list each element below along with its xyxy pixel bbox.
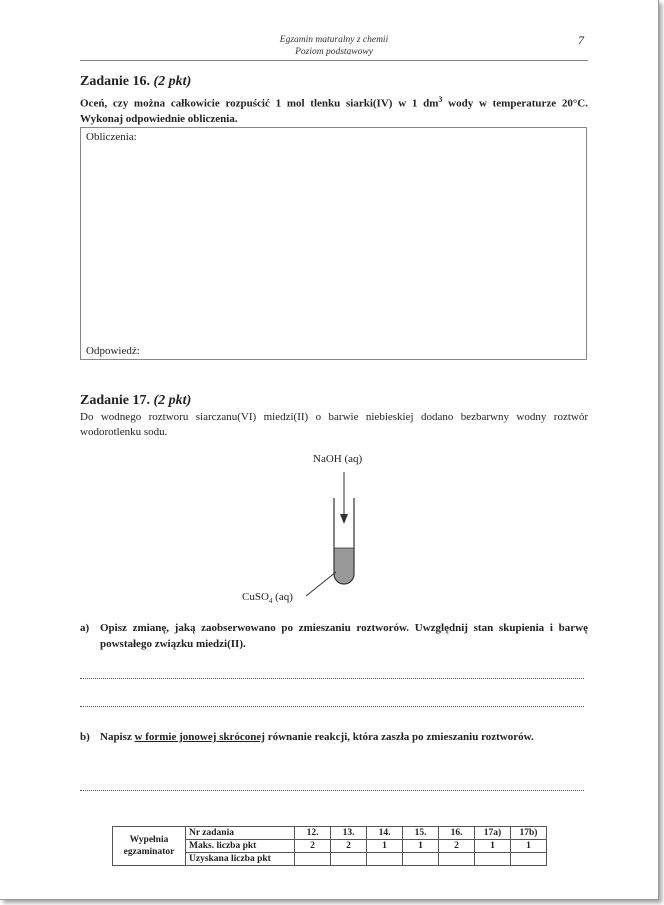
max-points-cell: 1 xyxy=(511,840,547,853)
page-header xyxy=(80,34,588,58)
task17a-text: Opisz zmianę, jaką zaobserwowano po zmieszaniu roztworów. Uwzględnij stan skupienia i barwę powstałego związku miedzi(II). xyxy=(100,622,588,650)
obtained-points-cell[interactable] xyxy=(439,853,475,866)
task16-question-part2: wody w temperaturze 20°C. Wykonaj odpowiednie obliczenia. xyxy=(80,97,588,125)
task-number-cell: 12. xyxy=(295,827,331,840)
task16-question-part1: Oceń, czy można całkowicie rozpuścić 1 mol tlenku siarki(IV) w 1 dm xyxy=(80,97,439,110)
row-label-task-number: Nr zadania xyxy=(186,827,295,840)
task17b-text: Napisz w formie jonowej skróconej równanie reakcji, która zaszła po zmieszaniu roztworów. xyxy=(100,731,534,743)
reagent-label: NaOH (aq) xyxy=(313,453,363,465)
header-rule xyxy=(80,60,588,61)
obtained-points-cell[interactable] xyxy=(331,853,367,866)
calculation-label: Obliczenia: xyxy=(86,131,137,143)
score-row-task-numbers xyxy=(113,827,547,840)
max-points-cell: 1 xyxy=(403,840,439,853)
answer-line-a2[interactable] xyxy=(80,706,584,707)
task17-intro: Do wodnego roztworu siarczanu(VI) miedzi(II) o barwie niebieskiej dodano bezbarwny wodny roztwór wodorotlenku sodu. xyxy=(80,411,588,438)
obtained-points-cell[interactable] xyxy=(511,853,547,866)
task16-title xyxy=(80,74,191,90)
task16-points: (2 pkt) xyxy=(153,74,192,89)
task17b-question xyxy=(80,729,588,745)
max-points-cell: 2 xyxy=(439,840,475,853)
task16-question xyxy=(80,92,588,127)
solution-label: CuSO$_4$ (aq) xyxy=(242,591,293,606)
answer-label: Odpowiedź: xyxy=(86,345,140,357)
task-number-cell: 14. xyxy=(367,827,403,840)
header-exam-title: Egzamin maturalny z chemii xyxy=(279,35,389,45)
task-number-cell: 13. xyxy=(331,827,367,840)
task17a-question xyxy=(80,620,588,652)
task17-points: (2 pkt) xyxy=(153,393,192,408)
max-points-cell: 2 xyxy=(295,840,331,853)
header-level: Poziom podstawowy xyxy=(295,47,373,57)
task-number-cell: 15. xyxy=(403,827,439,840)
task17b-underlined: w formie jonowej skróconej xyxy=(134,731,265,743)
examiner-cell: Wypełnia egzaminator xyxy=(113,827,186,866)
calculation-box[interactable] xyxy=(80,127,587,360)
task17b-letter: b) xyxy=(80,731,90,743)
arrow-head xyxy=(340,514,348,524)
task17-title xyxy=(80,393,191,409)
test-tube-svg xyxy=(230,448,410,613)
task17-title-label: Zadanie 17. xyxy=(80,393,151,408)
solution-fill xyxy=(334,548,354,584)
max-points-cell: 2 xyxy=(331,840,367,853)
task-number-cell: 17a) xyxy=(475,827,511,840)
obtained-points-cell[interactable] xyxy=(367,853,403,866)
task-number-cell: 17b) xyxy=(511,827,547,840)
row-label-max-points: Maks. liczba pkt xyxy=(186,840,295,853)
task17a-letter: a) xyxy=(80,622,90,634)
answer-line-b1[interactable] xyxy=(80,790,584,791)
task16-question-sup: 3 xyxy=(438,95,443,104)
obtained-points-cell[interactable] xyxy=(475,853,511,866)
obtained-points-cell[interactable] xyxy=(295,853,331,866)
score-table xyxy=(112,826,547,866)
max-points-cell: 1 xyxy=(367,840,403,853)
max-points-cell: 1 xyxy=(475,840,511,853)
task16-title-label: Zadanie 16. xyxy=(80,74,151,89)
task-number-cell: 16. xyxy=(439,827,475,840)
test-tube-diagram xyxy=(230,448,410,613)
row-label-obtained-points: Uzyskana liczba pkt xyxy=(186,853,295,866)
answer-line-a1[interactable] xyxy=(80,678,584,679)
obtained-points-cell[interactable] xyxy=(403,853,439,866)
page-number: 7 xyxy=(578,33,584,47)
solution-pointer-line xyxy=(306,572,336,596)
